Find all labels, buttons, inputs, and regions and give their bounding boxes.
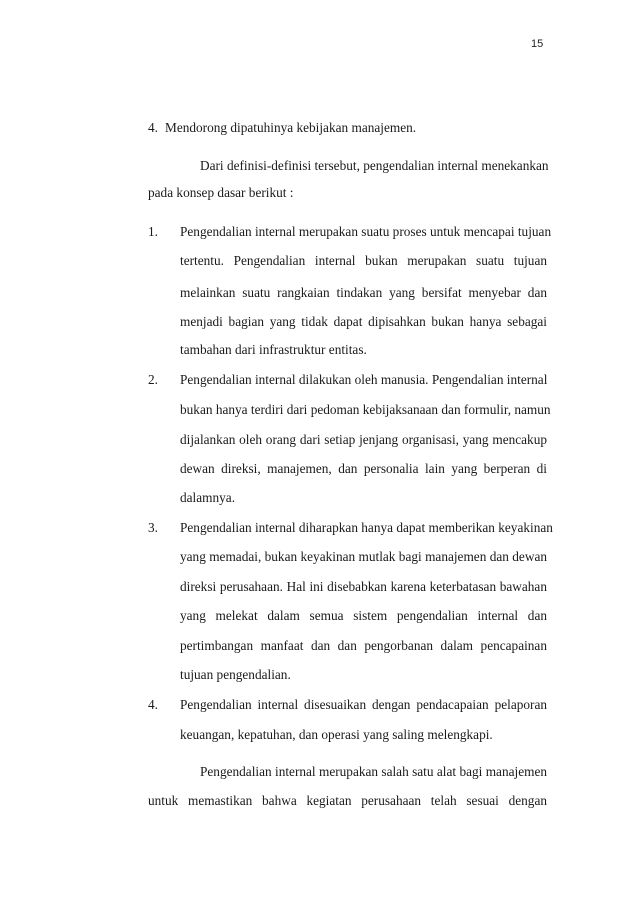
list-line: tambahan dari infrastruktur entitas. xyxy=(180,342,367,357)
list-line: dalamnya. xyxy=(180,490,236,505)
list-line: keuangan, kepatuhan, dan operasi yang saling melengkapi. xyxy=(180,727,493,742)
list-number: 4. xyxy=(148,697,158,712)
list-line: bukan hanya terdiri dari pedoman kebijaksanaan dan formulir, namun xyxy=(180,402,551,417)
list-number: 2. xyxy=(148,372,158,387)
page-number: 15 xyxy=(531,38,544,50)
list-line: Pengendalian internal diharapkan hanya dapat memberikan keyakinan xyxy=(180,520,553,535)
list-line: Pengendalian internal merupakan suatu proses untuk mencapai tujuan xyxy=(180,224,552,239)
list-line: yang melekat dalam semua sistem pengendalian internal dan xyxy=(180,608,547,623)
list-line: dijalankan oleh orang dari setiap jenjang organisasi, yang mencakup xyxy=(180,432,547,447)
list-line: tujuan pengendalian. xyxy=(180,667,291,682)
paragraph-line: untuk memastikan bahwa kegiatan perusahaan telah sesuai dengan xyxy=(148,793,547,808)
list-line: yang memadai, bukan keyakinan mutlak bagi manajemen dan dewan xyxy=(180,549,547,564)
list-line: Pengendalian internal disesuaikan dengan pendacapaian pelaporan xyxy=(180,697,547,712)
paragraph-line: Dari definisi-definisi tersebut, pengendalian internal menekankan xyxy=(200,158,549,173)
list-number: 4. xyxy=(148,120,158,135)
list-line: Pengendalian internal dilakukan oleh manusia. Pengendalian internal xyxy=(180,372,548,387)
list-item-text: Mendorong dipatuhinya kebijakan manajemen. xyxy=(165,120,417,135)
paragraph-line: Pengendalian internal merupakan salah satu alat bagi manajemen xyxy=(200,764,547,779)
list-line: melainkan suatu rangkaian tindakan yang bersifat menyebar dan xyxy=(180,285,547,300)
list-line: dewan direksi, manajemen, dan personalia lain yang berperan di xyxy=(180,461,547,476)
list-number: 3. xyxy=(148,520,158,535)
paragraph-line: pada konsep dasar berikut : xyxy=(148,185,294,200)
list-line: tertentu. Pengendalian internal bukan merupakan suatu tujuan xyxy=(180,253,547,268)
list-number: 1. xyxy=(148,224,158,239)
list-line: direksi perusahaan. Hal ini disebabkan karena keterbatasan bawahan xyxy=(180,579,547,594)
list-line: pertimbangan manfaat dan dan pengorbanan dalam pencapainan xyxy=(180,638,547,653)
list-line: menjadi bagian yang tidak dapat dipisahkan bukan hanya sebagai xyxy=(180,314,547,329)
